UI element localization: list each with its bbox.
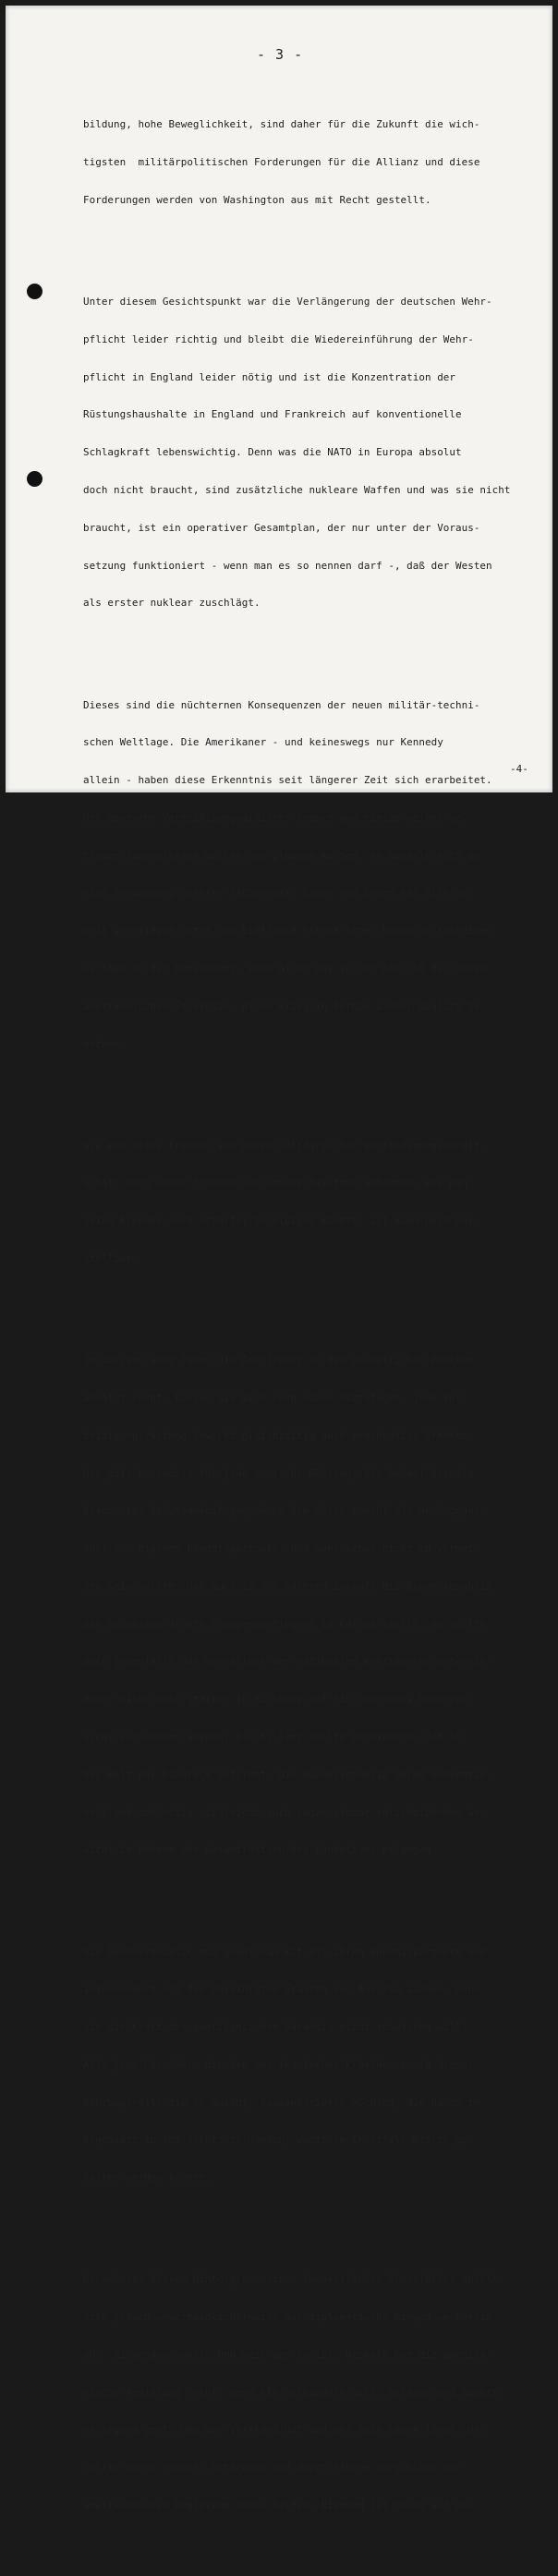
text-line: doch jedenfalls das Verhältnis der nationalen Kontingente unterein- xyxy=(83,1655,492,1668)
text-line: Führungsrolle die er ausübt, ausmanövrieren möchten, die haben im xyxy=(83,2096,480,2109)
text-line: schaft doch unser Frieden und unsere Existenz abhängen, wie man xyxy=(83,1177,468,1190)
text-line: ab; nirgendwo sonst. Und weil das so ist, deshalb hat die amerika- xyxy=(83,2348,492,2361)
text-line: Alle jene Europäer, die den amerikanischen Präsidenten in dieser xyxy=(83,2058,474,2071)
paragraph-1 xyxy=(83,93,541,232)
text-line: sich jedoch unvermeidlicherweise das diplomatische Ringen um Berlin xyxy=(83,2311,492,2324)
text-line: weit verstiegen unter dem Einflusse Strauß'scher Reden zu schreiben, xyxy=(83,925,499,937)
paragraph-7 xyxy=(83,2248,541,2537)
document-page xyxy=(6,6,552,2512)
paragraph-3 xyxy=(83,673,541,1075)
paragraph-2 xyxy=(83,271,541,635)
text-line: nische Regierung recht, wenn sie verhandeln will, solange und soweit xyxy=(83,2386,499,2399)
text-line: das beiweitem größte Truppenkontingent in Europa stellt, so sollte xyxy=(83,1617,487,1630)
text-line: es irgend geht. Und wer Verstand hat und wer sein Leben liebt, der xyxy=(83,2424,487,2437)
text-line: allein - haben diese Erkenntnis seit längerer Zeit sich erarbeitet. xyxy=(83,774,492,787)
text-line: Rüstungshaushalte in England und Frankreich auf konventionelle xyxy=(83,408,462,421)
text-line: Unter diesem Gesichtspunkt war die Verlängerung der deutschen Wehr- xyxy=(83,296,492,308)
text-line: doch nicht braucht, sind zusätzliche nukleare Waffen und was sie nicht xyxy=(83,484,511,496)
text-line: eine Schwächung unserer Sicherheit. Einer von ihnen hat sich so xyxy=(83,887,468,900)
text-line: bildung, hohe Beweglichkeit, sind daher für die Zukunft die wich- xyxy=(83,118,480,131)
text-line: Der deutsche Verteidigungsminister jedoch und einige seiner ge- xyxy=(83,811,468,824)
text-line: amerikanischen Regierung dabei helfen. Niemand ist heute auf die xyxy=(83,2499,474,2512)
text-line: Schlagkraft lebenswichtig. Denn was die NATO in Europa absolut xyxy=(83,446,462,459)
text-line: Das gilt besonders für jede deutsche Rüstung. Sie bedarf deshalb xyxy=(83,1467,474,1480)
body-text xyxy=(83,68,541,2576)
text-line: über den eigenen Bündnispartnern. Und wenn schon nicht zu vermei- xyxy=(83,1542,480,1555)
text-line: Gerade vor diesem Hintergrund eines theoretischen Ernstfalles spielt xyxy=(83,2273,499,2286)
text-line: seine Freunde noch schärfer beleidigen könnte, ist kaum noch vor- xyxy=(83,1215,480,1228)
text-line: treuen Journalisten wollen uns glauben machen, es handele sich um xyxy=(83,849,480,862)
text-line: amerikanischen Strategie, einen Krieg in Europa wieder möglich zu xyxy=(83,999,480,1012)
text-line: den sein sollte, daß auch in der näheren Zukunft die Bundesrepublik xyxy=(83,1579,492,1592)
text-line: es läge in der Konsequenz, wenn nicht gar in der Absicht der neuen xyxy=(83,961,487,974)
text-line: sollte durch eigenes Mitdenken und durch eigene Vorschläge der xyxy=(83,2461,462,2474)
text-line: Dieses sind die nüchternen Konsequenzen der neuen militär-techni- xyxy=(83,698,480,711)
text-line: Forderungen werden von Washington aus mit Recht gestellt. xyxy=(83,193,431,206)
text-line: teidigungsrüstung bewirkt gleichzeitig auch provokative Effekte. xyxy=(83,1429,474,1442)
text-line: Gegensatz zu ihm nichts in Händen, womit im Ernstfall Berlin ge- xyxy=(83,2134,474,2147)
punch-hole xyxy=(27,471,42,487)
text-line: sie die Kraft der amerikanischen Garantie nicht schwächen will. xyxy=(83,2021,468,2034)
text-line: tigsten militärpolitischen Forderungen für die Allianz und diese xyxy=(83,156,480,169)
punch-hole xyxy=(27,284,42,299)
text-line: Die Bundesrepublik muß gemeinsam mit all ihren Bündnispartnern und xyxy=(83,1945,487,1958)
text-line: Wie man seine Freunde,von deren solidarischer Verteidigungsbereit- xyxy=(83,1139,487,1152)
text-line: schen Weltlage. Die Amerikaner - und keineswegs nur Kennedy xyxy=(83,736,443,749)
next-page-marker: -4- xyxy=(510,763,528,775)
text-line: absolut recht. Lassen Sie mich noch eines hinzufügen: jede Ver- xyxy=(83,1391,468,1404)
paragraph-4 xyxy=(83,1115,541,1290)
page-number: - 3 - xyxy=(257,46,304,63)
text-line: der Welt der Eindruck entsteht, die Bundesrepublik würde konventio- xyxy=(83,1768,492,1781)
text-line: setzung funktioniert - wenn man es so nennen darf -, daß der Westen xyxy=(83,559,492,572)
text-line: machen. xyxy=(83,1037,127,1050)
text-line: braucht, ist ein operativer Gesamtplan, der nur unter der Voraus- xyxy=(83,521,480,534)
text-line: nell und zukünftig vielleicht auch sogar atomar entscheidendes Ge- xyxy=(83,1806,487,1819)
paragraph-5 xyxy=(83,1329,541,1881)
text-line: pflicht leider richtig und bleibt die Wiedereinführung der Wehr- xyxy=(83,333,474,345)
text-line: wicht verschoben werden. Die Allianz sollte verhindern, daß in xyxy=(83,1731,462,1743)
text-line: Im übrigen aber haben die Amerikaner in den wesentlichen Punkten xyxy=(83,1354,474,1367)
text-line: ander nicht noch stärker in Richtung auf ein deutsches Schwerge- xyxy=(83,1693,474,1706)
text-line: pflicht in England leider nötig und ist die Konzentration der xyxy=(83,370,456,383)
paragraph-6 xyxy=(83,1920,541,2209)
text-line: wicht im Rahmen der Gesamtrüstung des Bündnisses erlangen. xyxy=(83,1844,438,1856)
text-line: als erster nuklear zuschlägt. xyxy=(83,597,261,610)
text-line: insbesondere mit den Vereinigten Staaten von Amerika ziehen, wenn xyxy=(83,1983,480,1996)
text-line: besonderer Behutsamkeit gegenüber dem Osten sowohl als auch gegen- xyxy=(83,1505,487,1518)
text-line: stellbar. xyxy=(83,1252,139,1265)
text-line: halten werden könnte. xyxy=(83,2171,212,2184)
